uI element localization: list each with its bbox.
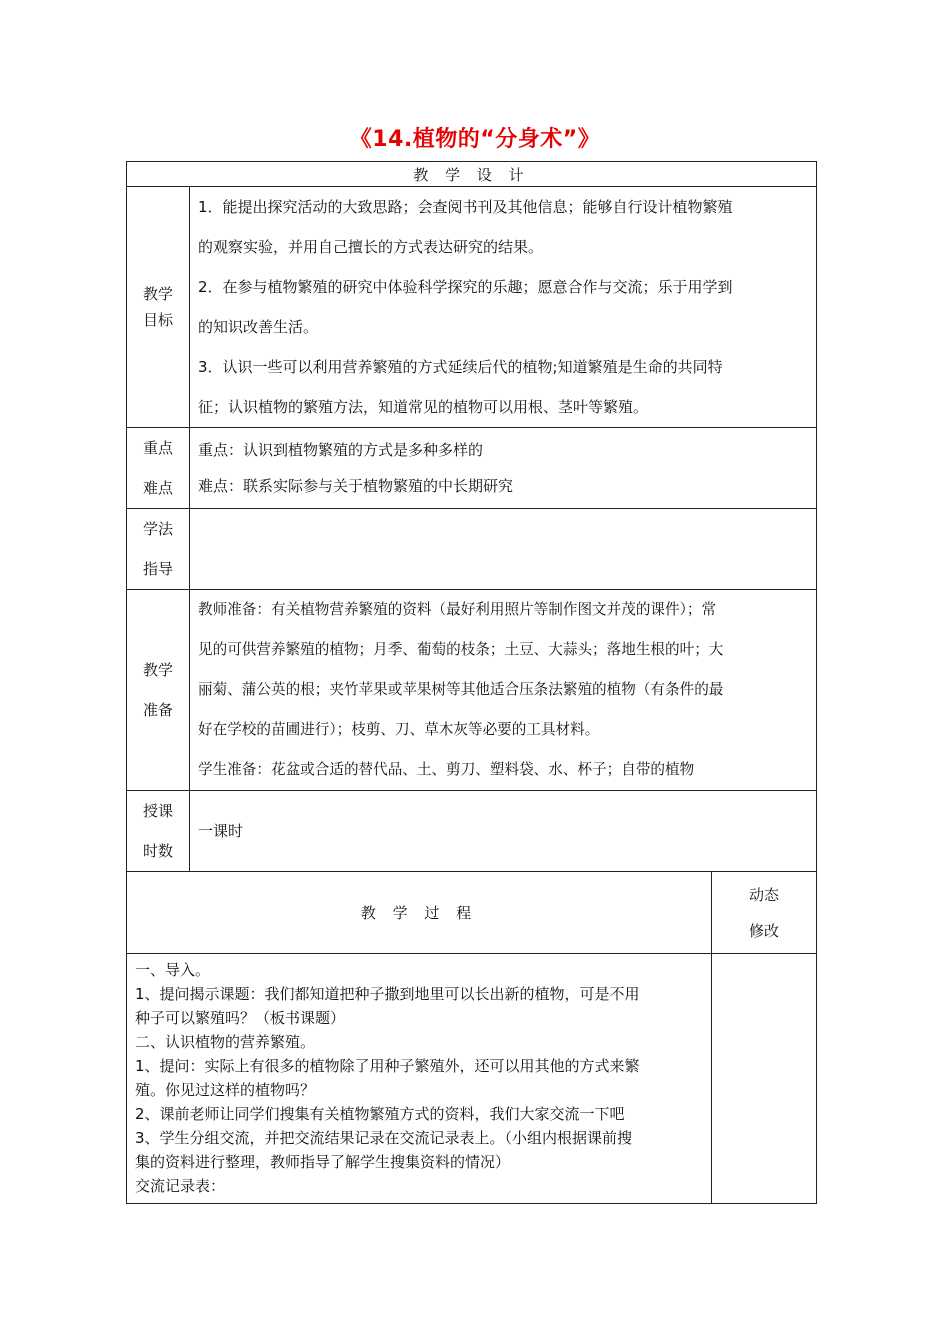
dynamic-edit-line1: 动态	[749, 885, 780, 904]
objectives-line: 的知识改善生活。	[198, 318, 319, 336]
key-points-row	[127, 428, 817, 509]
objectives-line: 征；认识植物的繁殖方法，知道常见的植物可以用根、茎叶等繁殖。	[198, 398, 649, 416]
duration-label-line1: 授课	[142, 802, 173, 820]
dynamic-edit-line2: 修改	[749, 921, 780, 940]
preparation-label-line1: 教学	[142, 661, 173, 679]
objectives-content	[190, 187, 817, 428]
process-line: 交流记录表：	[135, 1177, 226, 1195]
design-header: 教 学 设 计	[127, 162, 817, 187]
key-point-line: 重点：认识到植物繁殖的方式是多种多样的	[198, 441, 484, 459]
page-title: 《14.植物的“分身术”》	[349, 127, 601, 152]
duration-label	[127, 791, 190, 872]
process-line: 二、认识植物的营养繁殖。	[135, 1033, 316, 1051]
preparation-line: 学生准备：花盆或合适的替代品、土、剪刀、塑料袋、水、杯子；自带的植物	[198, 761, 695, 778]
process-line: 2、课前老师让同学们搜集有关植物繁殖方式的资料，我们大家交流一下吧	[135, 1105, 625, 1123]
objectives-line: 1．能提出探究活动的大致思路；会查阅书刊及其他信息；能够自行设计植物繁殖	[198, 198, 733, 216]
methods-row	[127, 509, 817, 590]
duration-label-line2: 时数	[142, 842, 173, 860]
process-line: 1、提问：实际上有很多的植物除了用种子繁殖外，还可以用其他的方式来繁	[135, 1057, 640, 1075]
objectives-row	[127, 187, 817, 428]
process-line: 种子可以繁殖吗？（板书课题）	[135, 1009, 346, 1027]
methods-label	[127, 509, 190, 590]
preparation-line: 教师准备：有关植物营养繁殖的资料（最好利用照片等制作图文并茂的课件）；常	[198, 601, 717, 618]
preparation-line: 见的可供营养繁殖的植物；月季、葡萄的枝条；土豆、大蒜头；落地生根的叶；大	[198, 641, 724, 658]
process-line: 一、导入。	[135, 961, 211, 979]
process-line: 3、学生分组交流，并把交流结果记录在交流记录表上。（小组内根据课前搜	[135, 1129, 633, 1147]
preparation-label-line2: 准备	[142, 701, 173, 719]
objectives-label-line1: 教学	[142, 285, 173, 303]
process-line: 1、提问揭示课题：我们都知道把种子撒到地里可以长出新的植物，可是不用	[135, 985, 640, 1003]
key-points-content	[190, 428, 817, 509]
methods-content	[190, 509, 817, 590]
objectives-line: 3．认识一些可以利用营养繁殖的方式延续后代的植物;知道繁殖是生命的共同特	[198, 358, 723, 376]
process-content	[127, 954, 712, 1204]
process-header-row	[127, 872, 817, 954]
methods-label-line1: 学法	[142, 520, 173, 538]
duration-content: 一课时	[190, 791, 817, 872]
lesson-design-table	[126, 161, 817, 1204]
preparation-line: 丽菊、蒲公英的根；夹竹苹果或苹果树等其他适合压条法繁殖的植物（有条件的最	[198, 681, 724, 698]
methods-label-line2: 指导	[142, 560, 173, 578]
preparation-content	[190, 590, 817, 791]
process-content-row	[127, 954, 817, 1204]
dynamic-edit-header	[712, 872, 817, 954]
preparation-line: 好在学校的苗圃进行）；枝剪、刀、草木灰等必要的工具材料。	[198, 721, 600, 738]
process-line: 殖。你见过这样的植物吗？	[135, 1081, 316, 1099]
key-points-label	[127, 428, 190, 509]
key-points-label-line1: 重点	[142, 439, 173, 457]
process-line: 集的资料进行整理，教师指导了解学生搜集资料的情况）	[135, 1153, 511, 1171]
design-header-row	[127, 162, 817, 187]
dynamic-edit-cell	[712, 954, 817, 1204]
preparation-label	[127, 590, 190, 791]
objectives-line: 的观察实验，并用自己擅长的方式表达研究的结果。	[198, 238, 544, 256]
duration-row	[127, 791, 817, 872]
objectives-label-line2: 目标	[142, 311, 173, 329]
preparation-row	[127, 590, 817, 791]
objectives-line: 2．在参与植物繁殖的研究中体验科学探究的乐趣；愿意合作与交流；乐于用学到	[198, 278, 733, 296]
key-point-line: 难点：联系实际参与关于植物繁殖的中长期研究	[198, 477, 514, 495]
key-points-label-line2: 难点	[142, 479, 173, 497]
process-header: 教 学 过 程	[127, 872, 712, 954]
objectives-label	[127, 187, 190, 428]
